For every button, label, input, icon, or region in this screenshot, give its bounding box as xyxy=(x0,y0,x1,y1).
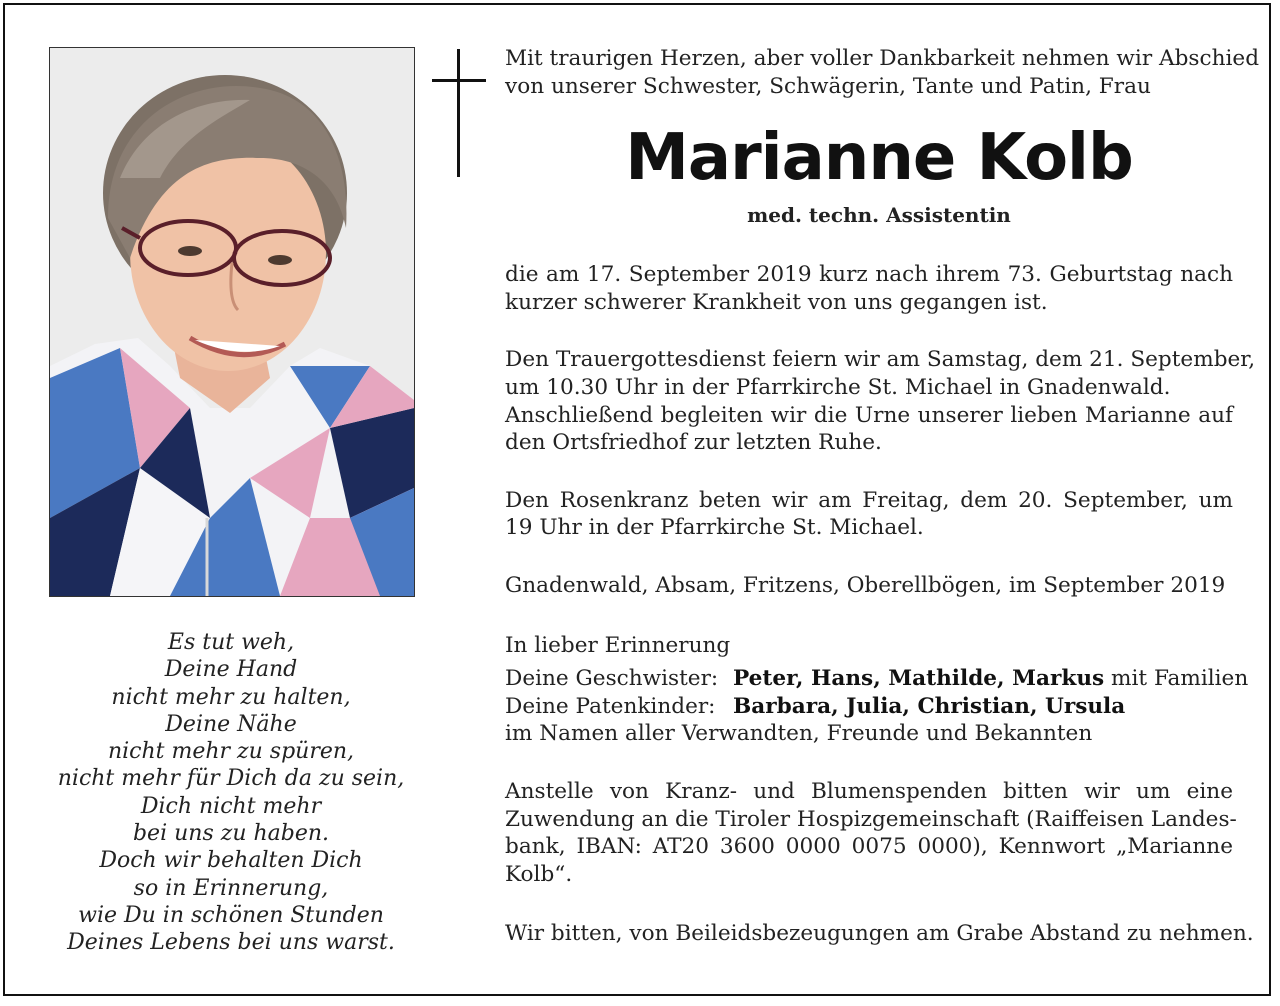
godchildren-label: Deine Patenkinder: xyxy=(505,693,716,719)
obituary-notice xyxy=(3,3,1271,996)
paragraph-line: Anschließend begleiten wir die Urne unserer lieben Marianne auf xyxy=(505,402,1233,428)
deceased-profession: med. techn. Assistentin xyxy=(747,203,1011,228)
paragraph-line: Anstelle von Kranz- und Blumenspenden bitten wir um eine xyxy=(505,778,1233,804)
godchildren-names: Barbara, Julia, Christian, Ursula xyxy=(733,693,1126,719)
poem-line: Deine Nähe xyxy=(165,711,297,737)
poem-line: nicht mehr für Dich da zu sein, xyxy=(57,766,405,792)
intro-line: von unserer Schwester, Schwägerin, Tante und Patin, Frau xyxy=(505,73,1151,99)
cross-icon-bar xyxy=(432,79,486,82)
paragraph-line: den Ortsfriedhof zur letzten Ruhe. xyxy=(505,430,882,456)
poem-line: Doch wir behalten Dich xyxy=(99,848,363,874)
paragraph-line: bank, IBAN: AT20 3600 0000 0075 0000), Kennwort „Marianne xyxy=(505,834,1233,860)
poem-line: bei uns zu haben. xyxy=(132,821,330,847)
poem-line: so in Erinnerung, xyxy=(133,875,329,901)
siblings-names: Peter, Hans, Mathilde, Markus xyxy=(733,666,1105,692)
paragraph-line: Kolb“. xyxy=(505,861,573,887)
condolence-note: Wir bitten, von Beileidsbezeugungen am Grabe Abstand zu nehmen. xyxy=(505,921,1254,947)
rosary-paragraph xyxy=(505,487,1233,542)
donation-paragraph xyxy=(505,778,1237,888)
paragraph-line: Den Trauergottesdienst feiern wir am Samstag, dem 21. September, xyxy=(505,347,1256,373)
paragraph-line: kurzer schwerer Krankheit von uns gegangen ist. xyxy=(505,289,1048,315)
paragraph-line: Den Rosenkranz beten wir am Freitag, dem 20. September, um xyxy=(505,487,1233,513)
godchildren-row xyxy=(505,693,1233,721)
poem-line: Deines Lebens bei uns warst. xyxy=(67,930,395,956)
relatives-line: im Namen aller Verwandten, Freunde und Bekannten xyxy=(505,721,1093,747)
poem-line: nicht mehr zu spüren, xyxy=(107,739,355,765)
remembrance-block xyxy=(505,632,1249,748)
poem-line: Deine Hand xyxy=(164,657,298,683)
poem-line: Es tut weh, xyxy=(167,630,295,655)
cross-icon xyxy=(457,49,460,177)
portrait-photo xyxy=(49,47,415,597)
siblings-label: Deine Geschwister: xyxy=(505,666,719,692)
poem-line: nicht mehr zu halten, xyxy=(111,684,351,710)
death-paragraph xyxy=(505,261,1233,316)
paragraph-line: Zuwendung an die Tiroler Hospizgemeinschaft (Raiffeisen Landes- xyxy=(505,806,1237,832)
siblings-suffix: mit Familien xyxy=(1104,666,1249,692)
poem-line: Dich nicht mehr xyxy=(140,793,322,819)
paragraph-line: um 10.30 Uhr in der Pfarrkirche St. Michael in Gnadenwald. xyxy=(505,374,1171,400)
paragraph-line: 19 Uhr in der Pfarrkirche St. Michael. xyxy=(505,515,924,541)
deceased-name: Marianne Kolb xyxy=(625,121,1133,196)
paragraph-line: die am 17. September 2019 kurz nach ihrem 73. Geburtstag nach xyxy=(505,262,1233,288)
portrait-illustration xyxy=(50,48,414,596)
memorial-poem xyxy=(49,629,413,957)
intro-paragraph xyxy=(505,45,1260,100)
place-date: Gnadenwald, Absam, Fritzens, Oberellbögen, im September 2019 xyxy=(505,572,1226,598)
siblings-row xyxy=(505,665,1249,693)
service-paragraph xyxy=(505,346,1256,456)
intro-line: Mit traurigen Herzen, aber voller Dankbarkeit nehmen wir Abschied xyxy=(505,46,1260,71)
remembrance-heading: In lieber Erinnerung xyxy=(505,632,731,658)
obituary-text xyxy=(505,45,1260,948)
poem-line: wie Du in schönen Stunden xyxy=(78,902,384,928)
